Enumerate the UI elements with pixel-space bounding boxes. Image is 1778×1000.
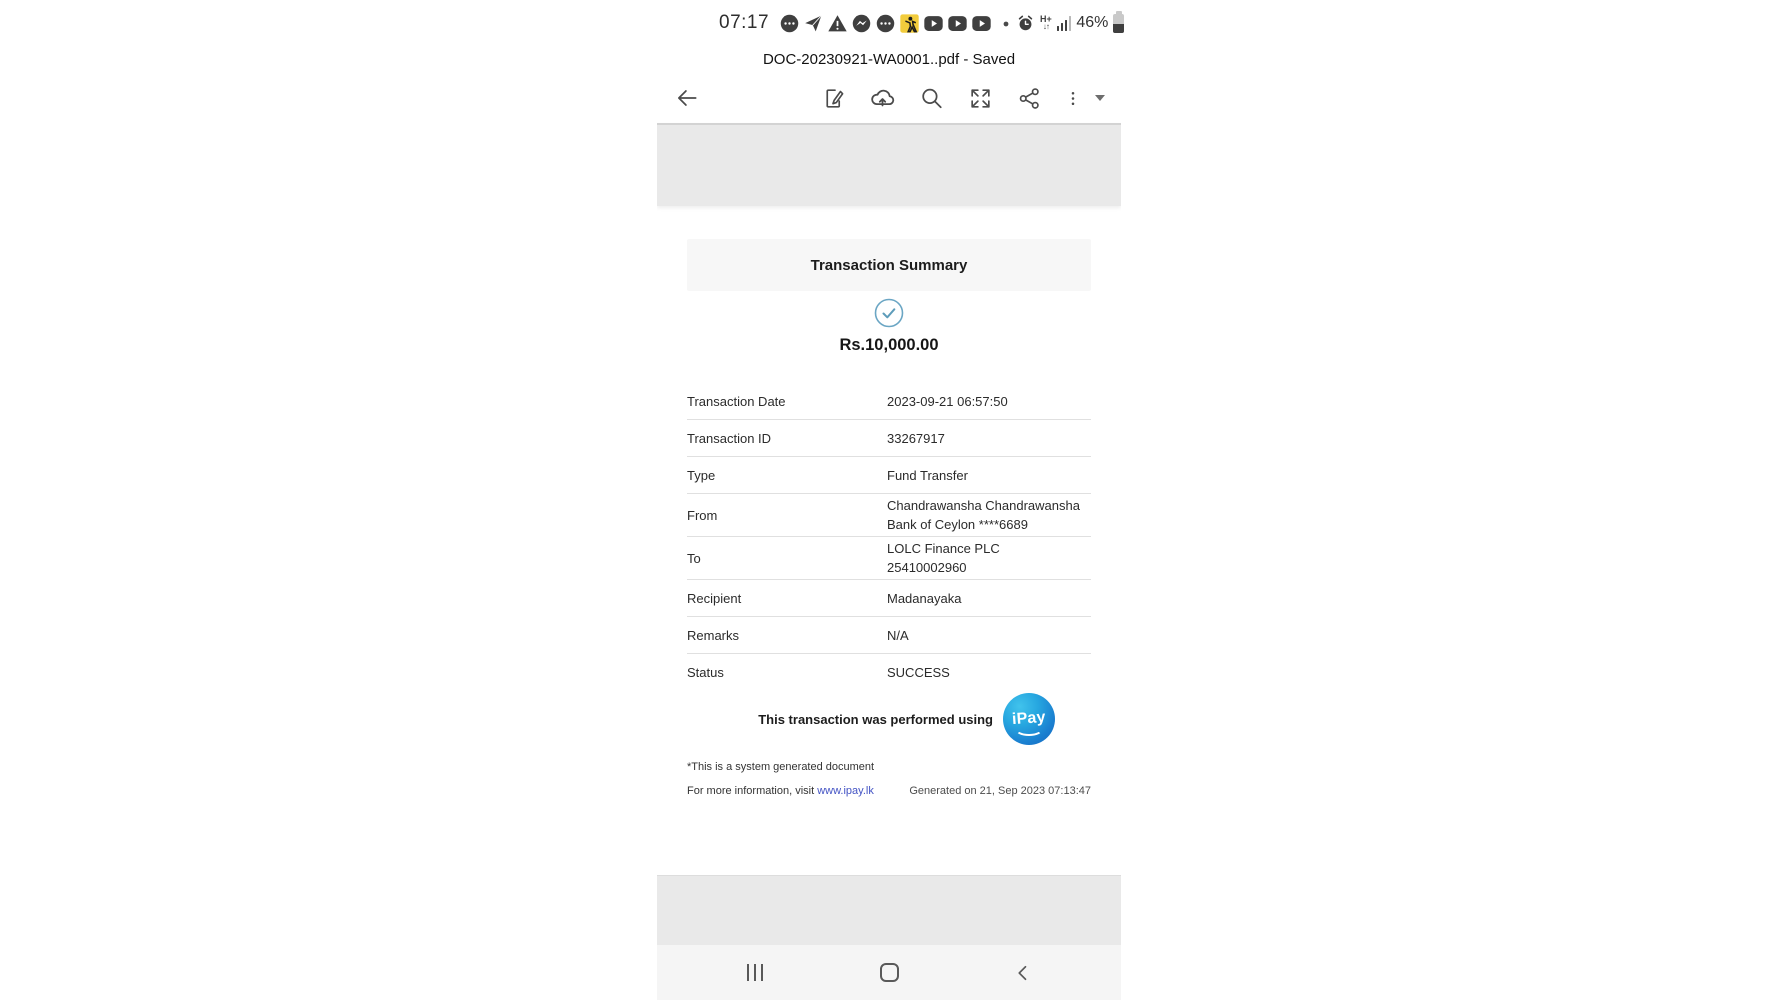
- network-icon: H+ ↓↑: [1040, 14, 1052, 31]
- row-value: SUCCESS: [887, 665, 950, 680]
- overflow-menu-icon: [1064, 86, 1082, 111]
- nav-back-icon: [1013, 963, 1033, 983]
- pdf-toolbar: [657, 74, 1121, 122]
- fullscreen-button[interactable]: [966, 84, 994, 112]
- performed-using-row: [687, 693, 1091, 745]
- cloud-upload-icon: [869, 85, 896, 112]
- back-button[interactable]: [673, 84, 701, 112]
- chat-dots-icon: [779, 13, 800, 34]
- alarm-icon: [1016, 14, 1035, 33]
- toolbar-actions: [819, 84, 1105, 112]
- more-dot-icon: [995, 13, 1016, 34]
- play-icon: [923, 13, 944, 34]
- clock-time: 07:17: [719, 12, 770, 33]
- page-gray-band-top: [657, 123, 1121, 206]
- row-label: Transaction Date: [687, 393, 786, 409]
- row-label: From: [687, 507, 718, 523]
- table-row: [687, 537, 1091, 580]
- row-value: Fund Transfer: [887, 467, 968, 483]
- battery-icon: [1113, 14, 1124, 33]
- transaction-receipt: [687, 206, 1091, 797]
- footer-info-row: [687, 785, 1091, 797]
- cloud-upload-button[interactable]: [868, 84, 896, 112]
- row-value: Chandrawansha Chandrawansha Bank of Ceylon ****6689: [887, 498, 1080, 532]
- row-label: To: [687, 550, 701, 566]
- person-highlight-icon: [899, 13, 920, 34]
- row-label: Remarks: [687, 627, 740, 643]
- status-right-icons: [1016, 14, 1124, 33]
- home-button[interactable]: [875, 959, 903, 987]
- overflow-menu-button[interactable]: [1064, 84, 1082, 112]
- share-icon: [1017, 86, 1042, 111]
- row-label: Type: [687, 467, 716, 483]
- signal-icon: [1057, 16, 1072, 31]
- row-value: N/A: [887, 627, 909, 643]
- table-row: [687, 383, 1091, 420]
- receipt-header: Transaction Summary: [687, 239, 1091, 291]
- dropdown-caret-icon[interactable]: [1095, 95, 1105, 101]
- play-icon: [971, 13, 992, 34]
- phone-screen: [657, 0, 1121, 1000]
- navigation-bar: [657, 945, 1121, 1000]
- send-icon: [803, 13, 824, 34]
- row-label: Recipient: [687, 590, 742, 606]
- transaction-amount: Rs.10,000.00: [839, 336, 939, 354]
- title-bar: [657, 46, 1121, 72]
- messenger-icon: [851, 13, 872, 34]
- row-label: Status: [687, 665, 724, 680]
- fullscreen-icon: [968, 86, 993, 111]
- table-row: [687, 617, 1091, 654]
- table-row: [687, 420, 1091, 457]
- document-title: DOC-20230921-WA0001..pdf - Saved: [762, 50, 1016, 68]
- edit-sign-icon: [821, 86, 846, 111]
- nav-back-button[interactable]: [1009, 959, 1037, 987]
- share-button[interactable]: [1015, 84, 1043, 112]
- ipay-link[interactable]: www.ipay.lk: [817, 785, 874, 797]
- play-icon: [947, 13, 968, 34]
- edit-sign-button[interactable]: [819, 84, 847, 112]
- check-circle-icon: [873, 297, 905, 329]
- receipt-table: [687, 383, 1091, 691]
- generated-timestamp: Generated on 21, Sep 2023 07:13:47: [909, 785, 1091, 797]
- success-check: [687, 297, 1091, 329]
- table-row: [687, 654, 1091, 691]
- battery-percent: 46%: [1076, 14, 1109, 31]
- system-generated-note: *This is a system generated document: [687, 761, 875, 773]
- status-bar: [657, 0, 1121, 46]
- row-value: Madanayaka: [887, 590, 962, 606]
- row-value: LOLC Finance PLC 25410002960: [887, 541, 1000, 575]
- table-row: [687, 494, 1091, 537]
- row-value: 33267917: [887, 430, 945, 446]
- recents-icon: [747, 964, 764, 981]
- pdf-document-view[interactable]: [657, 122, 1121, 945]
- back-icon: [674, 85, 700, 111]
- table-row: [687, 580, 1091, 617]
- more-info-text: For more information, visit www.ipay.lk: [687, 785, 874, 797]
- table-row: [687, 457, 1091, 494]
- notification-icons: [779, 13, 1016, 34]
- warning-icon: [827, 13, 848, 34]
- ipay-logo-icon: iPay: [1003, 693, 1055, 745]
- search-button[interactable]: [917, 84, 945, 112]
- chat-dots-icon: [875, 13, 896, 34]
- home-icon: [880, 963, 899, 982]
- row-label: Transaction ID: [687, 430, 772, 446]
- performed-using-text: This transaction was performed using: [758, 711, 993, 727]
- search-icon: [918, 85, 944, 111]
- recents-button[interactable]: [741, 959, 769, 987]
- row-value: 2023-09-21 06:57:50: [887, 393, 1008, 409]
- page-gray-band-bottom: [657, 875, 1121, 945]
